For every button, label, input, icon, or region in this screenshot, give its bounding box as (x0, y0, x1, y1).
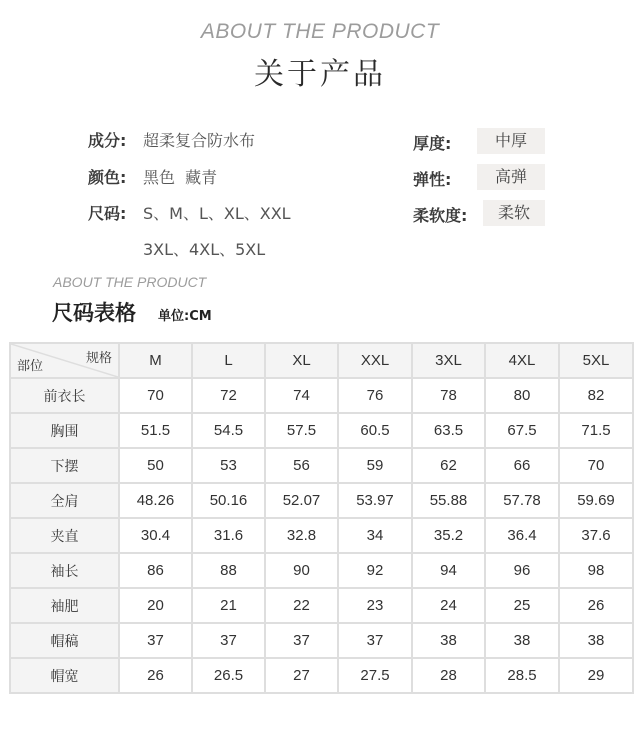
row-label: 袖肥 (10, 588, 119, 623)
table-cell: 66 (485, 448, 559, 483)
table-cell: 53.97 (338, 483, 412, 518)
spec-label-softness: 柔软度: (413, 206, 468, 225)
table-cell: 24 (412, 588, 485, 623)
table-cell: 76 (338, 378, 412, 413)
table-cell: 80 (485, 378, 559, 413)
row-label: 全肩 (10, 483, 119, 518)
table-cell: 50.16 (192, 483, 265, 518)
table-cell: 50 (119, 448, 192, 483)
table-row (10, 483, 633, 518)
table-cell: 37 (119, 623, 192, 658)
table-cell: 86 (119, 553, 192, 588)
table-cell: 63.5 (412, 413, 485, 448)
table-cell: 48.26 (119, 483, 192, 518)
spec-label-thickness: 厚度: (413, 134, 452, 153)
table-cell: 53 (192, 448, 265, 483)
table-cell: 35.2 (412, 518, 485, 553)
corner-label-part: 部位 (17, 359, 44, 374)
table-cell: 28 (412, 658, 485, 693)
spec-value-material: 超柔复合防水布 (143, 131, 256, 150)
table-row (10, 378, 633, 413)
table-cell: 57.78 (485, 483, 559, 518)
table-cell: 26.5 (192, 658, 265, 693)
table-cell: 34 (338, 518, 412, 553)
row-label: 袖长 (10, 553, 119, 588)
table-cell: 71.5 (559, 413, 633, 448)
spec-value-size-line2: 3XL、4XL、5XL (143, 240, 266, 259)
table-row (10, 588, 633, 623)
table-cell: 31.6 (192, 518, 265, 553)
table-cell: 38 (412, 623, 485, 658)
row-label: 胸围 (10, 413, 119, 448)
spec-label-material: 成分: (88, 131, 127, 150)
table-cell: 96 (485, 553, 559, 588)
table-cell: 59 (338, 448, 412, 483)
table-cell: 20 (119, 588, 192, 623)
table-cell: 59.69 (559, 483, 633, 518)
table-cell: 25 (485, 588, 559, 623)
table-row (10, 448, 633, 483)
table-cell: 28.5 (485, 658, 559, 693)
table-header-row (10, 343, 633, 378)
table-cell: 54.5 (192, 413, 265, 448)
table-cell: 38 (485, 623, 559, 658)
spec-value-elasticity: 高弹 (477, 164, 545, 190)
table-row (10, 658, 633, 693)
table-cell: 37 (265, 623, 338, 658)
table-cell: 60.5 (338, 413, 412, 448)
about-product-en-title: ABOUT THE PRODUCT (200, 20, 440, 43)
table-cell: 82 (559, 378, 633, 413)
about-product-title: 关于产品 (254, 57, 386, 92)
size-chart-en-title: ABOUT THE PRODUCT (53, 274, 207, 290)
table-cell: 57.5 (265, 413, 338, 448)
table-cell: 23 (338, 588, 412, 623)
table-cell: 90 (265, 553, 338, 588)
table-cell: 92 (338, 553, 412, 588)
table-cell: 88 (192, 553, 265, 588)
table-cell: 36.4 (485, 518, 559, 553)
size-chart-title: 尺码表格 (52, 301, 136, 325)
table-cell: 26 (559, 588, 633, 623)
table-cell: 62 (412, 448, 485, 483)
row-label: 前衣长 (10, 378, 119, 413)
table-cell: 98 (559, 553, 633, 588)
table-row (10, 413, 633, 448)
column-header-3xl: 3XL (412, 343, 485, 378)
table-row (10, 518, 633, 553)
table-cell: 37 (192, 623, 265, 658)
table-corner-cell (10, 343, 119, 378)
column-header-4xl: 4XL (485, 343, 559, 378)
row-label: 夹直 (10, 518, 119, 553)
table-cell: 21 (192, 588, 265, 623)
size-table (9, 342, 634, 694)
table-cell: 38 (559, 623, 633, 658)
table-cell: 22 (265, 588, 338, 623)
spec-value-thickness: 中厚 (477, 128, 545, 154)
table-cell: 27.5 (338, 658, 412, 693)
corner-label-spec: 规格 (85, 351, 112, 366)
row-label: 帽稿 (10, 623, 119, 658)
table-cell: 52.07 (265, 483, 338, 518)
row-label: 下摆 (10, 448, 119, 483)
table-cell: 74 (265, 378, 338, 413)
column-header-xxl: XXL (338, 343, 412, 378)
table-cell: 29 (559, 658, 633, 693)
spec-value-color: 黑色 藏青 (143, 168, 218, 187)
spec-value-size: S、M、L、XL、XXL (143, 204, 291, 223)
size-chart-unit: 单位:CM (158, 309, 212, 324)
table-row (10, 623, 633, 658)
table-cell: 51.5 (119, 413, 192, 448)
table-cell: 32.8 (265, 518, 338, 553)
table-cell: 26 (119, 658, 192, 693)
table-cell: 70 (119, 378, 192, 413)
table-cell: 37.6 (559, 518, 633, 553)
spec-label-size: 尺码: (88, 204, 127, 223)
table-cell: 78 (412, 378, 485, 413)
table-cell: 30.4 (119, 518, 192, 553)
table-cell: 94 (412, 553, 485, 588)
table-cell: 55.88 (412, 483, 485, 518)
table-cell: 27 (265, 658, 338, 693)
table-row (10, 553, 633, 588)
spec-value-softness: 柔软 (483, 200, 545, 226)
table-cell: 70 (559, 448, 633, 483)
column-header-m: M (119, 343, 192, 378)
column-header-l: L (192, 343, 265, 378)
column-header-5xl: 5XL (559, 343, 633, 378)
spec-label-color: 颜色: (88, 168, 127, 187)
column-header-xl: XL (265, 343, 338, 378)
table-cell: 56 (265, 448, 338, 483)
table-cell: 37 (338, 623, 412, 658)
table-cell: 72 (192, 378, 265, 413)
spec-label-elasticity: 弹性: (413, 170, 452, 189)
row-label: 帽宽 (10, 658, 119, 693)
table-cell: 67.5 (485, 413, 559, 448)
